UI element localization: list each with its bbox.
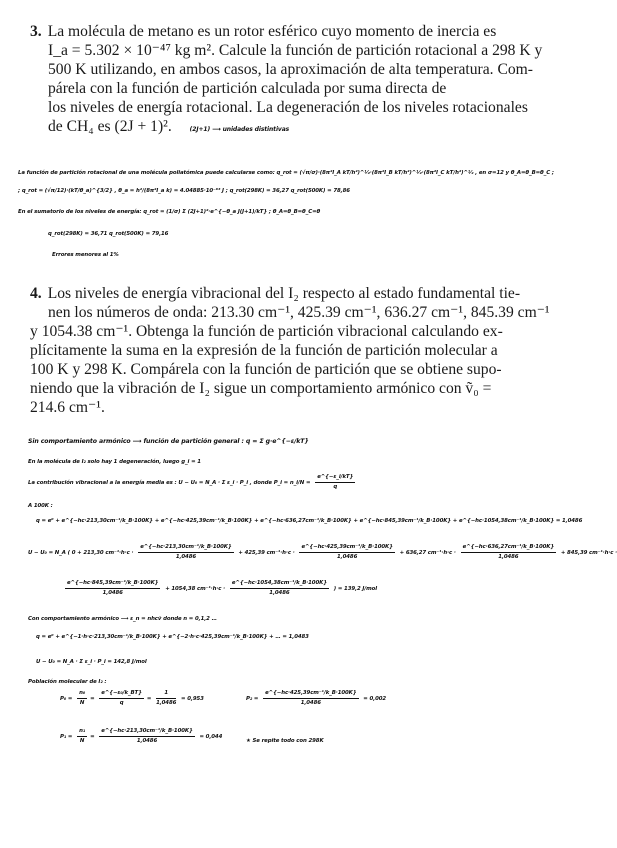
fraction: $\frac{\text{e\textasciicircum{}\{−ε₀/k\_BT\}}}{q}$ (101, 690, 142, 706)
notes4-line-9: q = e⁰ + e^{−1·h·c·213,30cm⁻¹/k_B·100K} + e^{−2·h·c·425,39cm⁻¹/k_B·100K} + … = 1,0483 (36, 634, 309, 640)
problem-3-line-1: 3. La molécula de metano es un rotor esférico cuyo momento de inercia es (30, 23, 497, 40)
problem-3-line-4: párela con la función de partición calculada por suma directa de (48, 80, 447, 97)
notes4-line-6: U − U₀ = N_A ( 0 + 213,30 cm⁻¹·h·c · $\frac{\text{e\textasciicircum{}\{−hc·213,30cm⁻¹/k\_B·100K\}}}{1,0486}$ + 425,39 cm⁻¹·h·c · $\frac{\text{e\textasciicircum{}\{−hc·425,39cm⁻¹/k\_B·100K\}}}{1,0486}$ + 636,27 cm⁻¹·h·c · $\frac{\text{e\textasciicircum{}\{−hc·636,27cm⁻¹/k\_B·100K\}}}{1,0486}$ + 845,39 cm⁻¹·h·c · (28, 544, 617, 560)
fraction: $\frac{e\^{}\{-\varepsilon\_i/kT\}}{q}$ (317, 474, 354, 490)
notes4-line-7: $\frac{\text{e\textasciicircum{}\{−hc·845,39cm⁻¹/k\_B·100K\}}}{1,0486}$ + 1054,38 cm⁻¹·h·c · $\frac{\text{e\textasciicircum{}\{−hc·1054,38cm⁻¹/k\_B·100K\}}}{1,0486}$ ) = 139,2 J/mol (67, 580, 378, 596)
problem-3-handwritten-note: (2J+1) ⟶ unidades distintivas (189, 126, 290, 133)
fraction: $\frac{\text{e\textasciicircum{}\{−hc·845,39cm⁻¹/k\_B·100K\}}}{1,0486}$ (67, 580, 159, 596)
notes3-line-3: En el sumatorio de los niveles de energía: q_rot = (1/σ) Σ (2J+1)²·e^{−θ_a J(J+1)/kT} ; θ_A=θ_B=θ_C=θ (18, 209, 321, 215)
notes4-line-1: Sin comportamiento armónico ⟶ función de partición general : q = Σ g·e^{−ε/kT} (28, 438, 309, 445)
population-p2: P₂ = $\frac{\text{e\textasciicircum{}\{−hc·425,39cm⁻¹/k\_B·100K\}}}{1,0486}$ = 0,002 (246, 690, 387, 706)
fraction: $\frac{\text{e\textasciicircum{}\{−hc·425,39cm⁻¹/k\_B·100K\}}}{1,0486}$ (265, 690, 357, 706)
fraction: $\frac{\text{e\textasciicircum{}\{−hc·213,30cm⁻¹/k\_B·100K\}}}{1,0486}$ (101, 728, 193, 744)
notes3-line-2: ; q_rot = (√π/12)·(kT/θ_a)^{3/2} , θ_a = h²/(8π²I_a k) = 4.04885·10⁻⁶³ J ; q_rot(298K) = 36,27 q_rot(500K) = 78,86 (18, 188, 350, 194)
problem-4-statement (30, 284, 586, 417)
fraction: $\frac{1}{1,0486}$ (156, 690, 177, 706)
notes4-line-5: q = e⁰ + e^{−hc·213,30cm⁻¹/k_B·100K} + e^{−hc·425,39cm⁻¹/k_B·100K} + e^{−hc·636,27cm⁻¹/k_B·100K} + e^{−hc·845,39cm⁻¹/k_B·100K} + e^{−hc·1054,38cm⁻¹/k_B·100K} = 1,0486 (36, 518, 583, 524)
notes3-line-1: La función de partición rotacional de una molécula poliatómica puede calcularse como: q_rot = (√π/σ)·(8π²I_A kT/h²)^½·(8π²I_B kT/h²)^½·(8π²I_C kT/h²)^½ , en σ=12 y θ_A=θ_B=θ_C ; (18, 170, 554, 176)
problem-4-line-3: y 1054.38 cm⁻¹. Obtenga la función de partición vibracional calculando ex- (30, 323, 503, 340)
notes3-line-5: Errores menores al 1% (52, 252, 119, 258)
notes3-line-4: q_rot(298K) = 36,71 q_rot(500K) = 79,16 (48, 231, 169, 237)
problem-3-line-5: los niveles de energía rotacional. La degeneración de los niveles rotacionales (48, 99, 528, 116)
star-note: ★ Se repite todo con 298K (246, 738, 324, 744)
problem-4-line-1: 4. Los niveles de energía vibracional del I₂ respecto al estado fundamental tie- (30, 285, 521, 302)
fraction: $\frac{\text{n₀}}{N}$ (79, 690, 86, 706)
fraction: $\frac{\text{n₁}}{N}$ (79, 728, 86, 744)
fraction: $\frac{\text{e\textasciicircum{}\{−hc·425,39cm⁻¹/k\_B·100K\}}}{1,0486}$ (301, 544, 393, 560)
population-p0: P₀ = $\frac{\text{n₀}}{N}$ = $\frac{\text{e\textasciicircum{}\{−ε₀/k\_BT\}}}{q}$ = $\frac{1}{1,0486}$ = 0,953 (60, 690, 204, 706)
problem-3-line-6: de CH₄ es (2J + 1)². (2J+1) ⟶ unidades distintivas (48, 118, 290, 135)
notes4-line-4: A 100K : (28, 503, 53, 509)
problem-4-number: 4. (30, 285, 42, 302)
notes4-line-3: La contribución vibracional a la energía media es : U − U₀ = N_A · Σ ε_i · P_i , donde P_i = n_i/N = $\frac{e\^{}\{-\varepsilon\_i/kT\}}{q}$ (28, 474, 354, 490)
notes4-line-10: U − U₀ = N_A · Σ ε_i · P_i = 142,8 J/mol (36, 659, 147, 665)
problem-4-line-2: nen los números de onda: 213.30 cm⁻¹, 425.39 cm⁻¹, 636.27 cm⁻¹, 845.39 cm⁻¹ (48, 304, 550, 321)
problem-3-line-2: I_a = 5.302 × 10⁻⁴⁷ kg m². Calcule la función de partición rotacional a 298 K y (48, 42, 543, 59)
fraction: $\frac{\text{e\textasciicircum{}\{−hc·636,27cm⁻¹/k\_B·100K\}}}{1,0486}$ (462, 544, 555, 560)
notes4-line-2: En la molécula de I₂ solo hay 1 degeneración, luego g_i = 1 (28, 459, 201, 465)
fraction: $\frac{\text{e\textasciicircum{}\{−hc·1054,38cm⁻¹/k\_B·100K\}}}{1,0486}$ (231, 580, 327, 596)
problem-3-line-3: 500 K utilizando, en ambos casos, la aproximación de alta temperatura. Com- (48, 61, 533, 78)
notes4-line-8: Con comportamiento armónico ⟶ ε_n = nhcṽ donde n = 0,1,2 … (28, 616, 217, 622)
problem-4-line-5: 100 K y 298 K. Compárela con la función de partición que se obtiene supo- (30, 361, 502, 378)
problem-4-line-4: plícitamente la suma en la expresión de la función de partición molecular a (30, 342, 498, 359)
fraction: $\frac{\text{e\textasciicircum{}\{−hc·213,30cm⁻¹/k\_B·100K\}}}{1,0486}$ (140, 544, 232, 560)
problem-4-line-6: niendo que la vibración de I₂ sigue un comportamiento armónico con ṽ₀ = (30, 380, 492, 397)
notes4-line-11: Población molecular de I₂ : (28, 679, 107, 685)
problem-3-statement (30, 22, 575, 136)
population-p1: P₁ = $\frac{\text{n₁}}{N}$ = $\frac{\text{e\textasciicircum{}\{−hc·213,30cm⁻¹/k\_B·100K\}}}{1,0486}$ = 0,044 (60, 728, 223, 744)
problem-4-line-7: 214.6 cm⁻¹. (30, 399, 105, 416)
problem-3-number: 3. (30, 23, 42, 40)
